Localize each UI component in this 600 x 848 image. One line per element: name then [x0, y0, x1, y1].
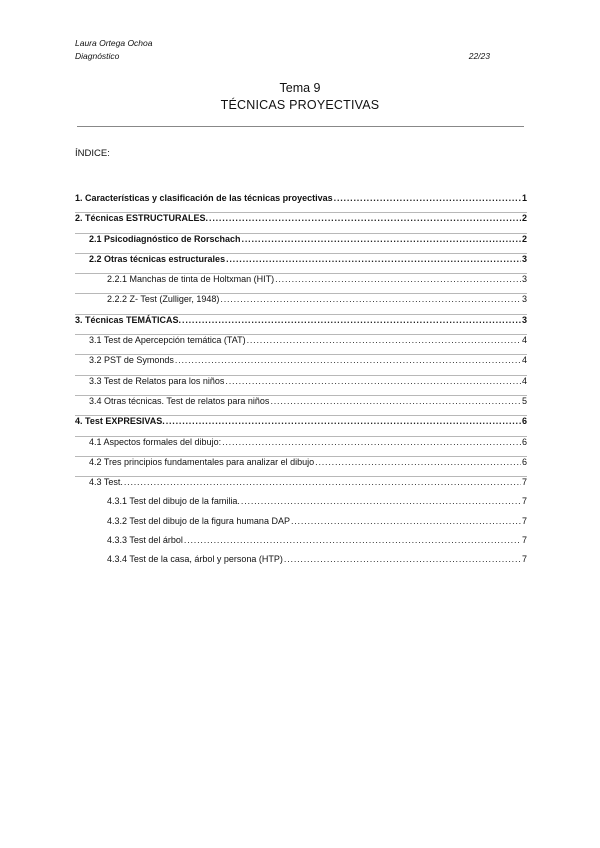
- toc-entry[interactable]: 4.3.4 Test de la casa, árbol y persona (HTP) ..... 7: [75, 554, 527, 573]
- toc-entry[interactable]: 2. Técnicas ESTRUCTURALES. ..... 2: [75, 213, 527, 233]
- toc-entry[interactable]: 2.1 Psicodiagnóstico de Rorschach ..... 2: [75, 234, 527, 254]
- toc-entry[interactable]: 4.3.3 Test del árbol ..... 7: [75, 535, 527, 554]
- toc-entry[interactable]: 2.2.2 Z- Test (Zulliger, 1948) ..... 3: [75, 294, 527, 314]
- toc-entry[interactable]: 4.3.1 Test del dibujo de la familia. ..... 7: [75, 496, 527, 515]
- page-number: 22/23: [468, 51, 490, 61]
- author-name: Laura Ortega Ochoa: [75, 38, 153, 48]
- toc-entry[interactable]: 3.2 PST de Symonds ..... 4: [75, 355, 527, 375]
- table-of-contents: [75, 193, 527, 574]
- toc-entry[interactable]: 2.2.1 Manchas de tinta de Holtxman (HIT) ..... 3: [75, 274, 527, 294]
- toc-entry[interactable]: 1. Características y clasificación de las técnicas proyectivas ..... 1: [75, 193, 527, 213]
- toc-entry[interactable]: 3.3 Test de Relatos para los niños ..... 4: [75, 376, 527, 396]
- toc-entry[interactable]: 4.1 Aspectos formales del dibujo: ..... 6: [75, 437, 527, 457]
- topic-number: Tema 9: [279, 81, 321, 95]
- index-heading: ÍNDICE:: [75, 148, 110, 159]
- topic-title: TÉCNICAS PROYECTIVAS: [220, 98, 380, 112]
- toc-entry[interactable]: 4.3 Test. ..... 7: [75, 477, 527, 496]
- toc-entry[interactable]: 3.4 Otras técnicas. Test de relatos para niños ..... 5: [75, 396, 527, 416]
- toc-entry[interactable]: 3. Técnicas TEMÁTICAS. ..... 3: [75, 315, 527, 335]
- toc-entry[interactable]: 4.2 Tres principios fundamentales para analizar el dibujo ..... 6: [75, 457, 527, 477]
- document-title: [0, 80, 600, 114]
- page-header: [75, 37, 490, 63]
- toc-entry[interactable]: 4.3.2 Test del dibujo de la figura humana DAP ..... 7: [75, 516, 527, 535]
- toc-entry[interactable]: 3.1 Test de Apercepción temática (TAT) ..... 4: [75, 335, 527, 355]
- subject-name: Diagnóstico: [75, 51, 120, 61]
- toc-entry[interactable]: 2.2 Otras técnicas estructurales ..... 3: [75, 254, 527, 274]
- title-divider: [77, 126, 524, 127]
- toc-entry[interactable]: 4. Test EXPRESIVAS. ..... 6: [75, 416, 527, 436]
